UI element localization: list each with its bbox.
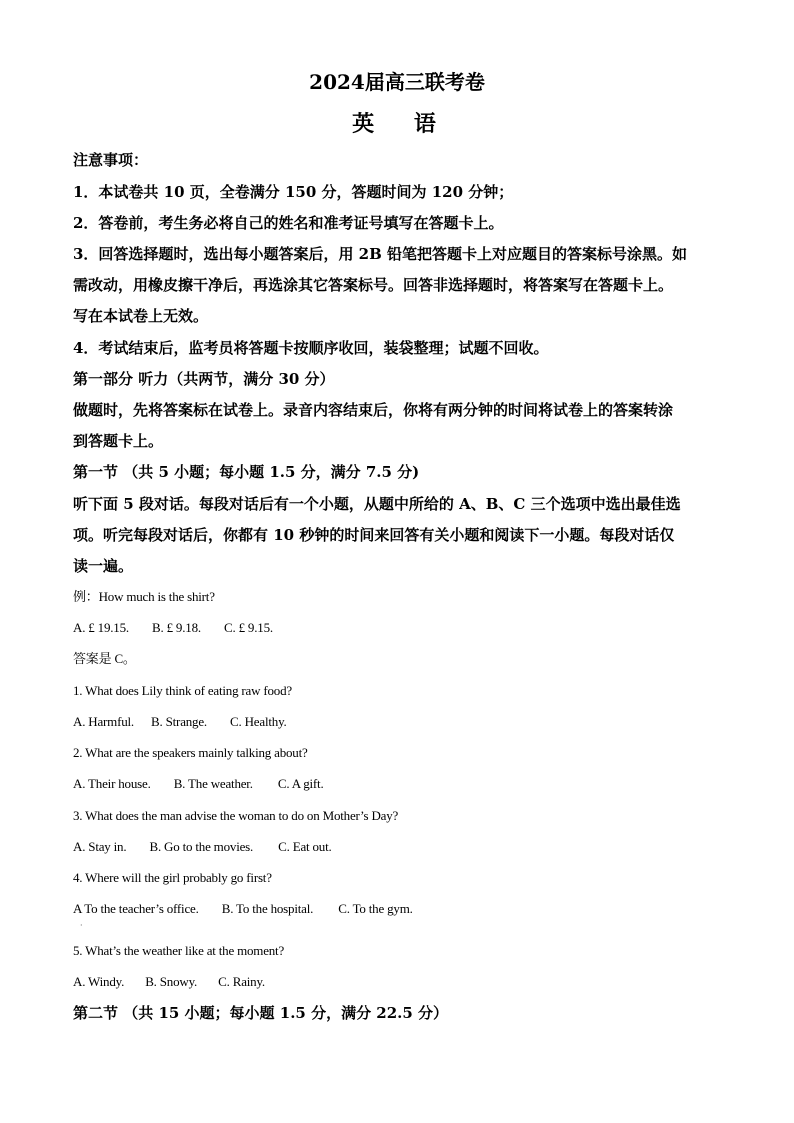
notice-item-4: 4．考试结束后，监考员将答题卡按顺序收回，装袋整理；试题不回收。 [73,339,549,357]
stray-dot-mark: · [80,921,83,930]
question-1-option-b: B. Strange. [151,714,207,729]
question-3-option-c: C. Eat out. [278,839,332,854]
notice-heading: 注意事项： [73,151,149,169]
example-question: 例：How much is the shirt? [73,589,215,604]
question-5-options [73,973,723,991]
question-5-option-b: B. Snowy. [145,974,198,989]
question-4-option-a: A To the teacher’s office. [73,901,199,916]
question-2-option-a: A. Their house. [73,776,151,791]
example-option-a: A. £ 19.15. [73,620,129,635]
notice-item-2: 2．答卷前，考生务必将自己的姓名和准考证号填写在答题卡上。 [73,214,504,232]
question-4-option-b: B. To the hospital. [221,901,314,916]
question-4-text: 4. Where will the girl probably go first? [73,870,272,885]
part1-intro-line-2: 到答题卡上。 [73,432,164,450]
notice-item-3-line-1: 3．回答选择题时，选出每小题答案后，用 2B 铅笔把答题卡上对应题目的答案标号涂黑。如 [73,245,688,263]
question-3-option-b: B. Go to the movies. [149,839,254,854]
section1-instructions-line-2: 项。听完每段对话后，你都有 10 秒钟的时间来回答有关小题和阅读下一小题。每段对话仅 [73,526,675,544]
notice-item-3-line-3: 写在本试卷上无效。 [73,307,209,325]
question-2-options [73,775,723,793]
example-option-b: B. £ 9.18. [152,620,201,635]
question-3-option-a: A. Stay in. [73,839,127,854]
part1-intro-line-1: 做题时，先将答案标在试卷上。录音内容结束后，你将有两分钟的时间将试卷上的答案转涂 [73,401,674,419]
question-5-option-c: C. Rainy. [218,974,265,989]
question-1-options [73,713,723,731]
question-4-options [73,900,723,918]
question-4-option-c: C. To the gym. [338,901,413,916]
question-2-text: 2. What are the speakers mainly talking about? [73,745,308,760]
section2-heading: 第二节 （共 15 小题；每小题 1.5 分，满分 22.5 分） [73,1004,449,1022]
section1-heading: 第一节 （共 5 小题；每小题 1.5 分，满分 7.5 分) [73,463,420,481]
subject-title: 英 语 [352,111,452,137]
question-5-option-a: A. Windy. [73,974,125,989]
section1-instructions-line-1: 听下面 5 段对话。每段对话后有一个小题，从题中所给的 A、B、C 三个选项中选出最佳选 [73,495,681,513]
part1-heading: 第一部分 听力（共两节，满分 30 分） [73,370,335,388]
notice-item-3-line-2: 需改动，用橡皮擦干净后，再选涂其它答案标号。回答非选择题时，将答案写在答题卡上。 [73,276,674,294]
section1-instructions-line-3: 读一遍。 [73,557,134,575]
question-1-option-a: A. Harmful. [73,714,134,729]
example-option-c: C. £ 9.15. [224,620,273,635]
question-1-text: 1. What does Lily think of eating raw food? [73,683,292,698]
example-options [73,619,723,637]
question-2-option-b: B. The weather. [173,776,253,791]
question-3-options [73,838,723,856]
question-2-option-c: C. A gift. [277,776,324,791]
question-3-text: 3. What does the man advise the woman to do on Mother’s Day? [73,808,399,823]
question-1-option-c: C. Healthy. [230,714,287,729]
exam-title: 2024届高三联考卷 [309,70,485,94]
example-answer: 答案是 C。 [73,651,136,666]
notice-item-1: 1．本试卷共 10 页，全卷满分 150 分，答题时间为 120 分钟； [73,183,514,201]
question-5-text: 5. What’s the weather like at the moment? [73,943,285,958]
